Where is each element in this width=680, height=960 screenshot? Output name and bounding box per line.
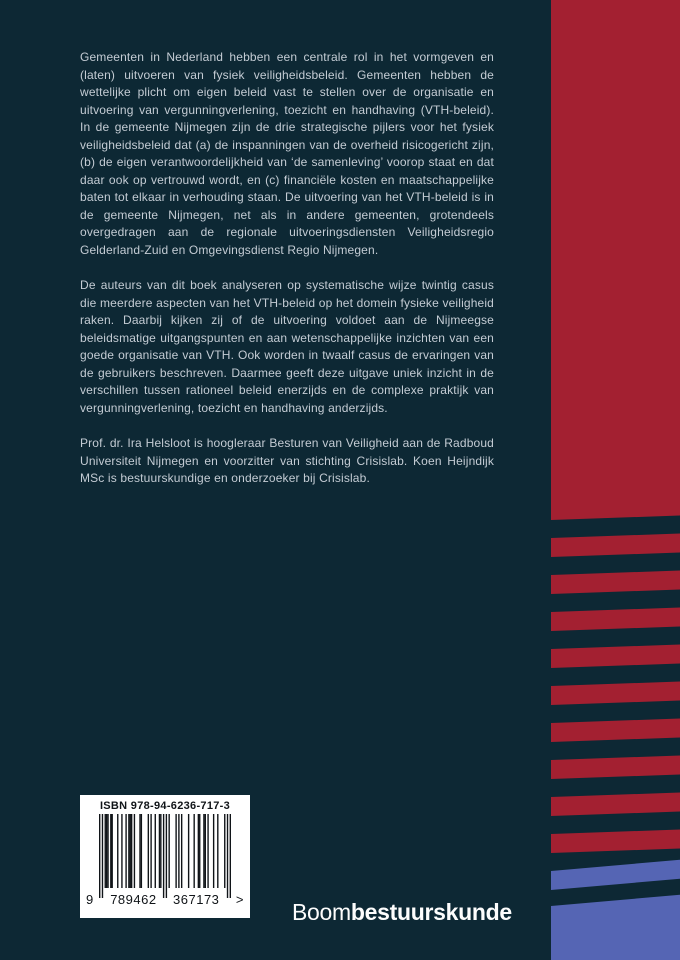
blue-stripes-layer	[551, 0, 680, 960]
barcode-trailing-mark: >	[235, 892, 244, 907]
isbn-label: ISBN 978-94-6236-717-3	[99, 800, 231, 812]
barcode	[80, 795, 250, 918]
stripe-decoration	[551, 0, 680, 960]
blurb-paragraph-2: De auteurs van dit boek analyseren op systematische wijze twintig casus die meerdere aspecten van het VTH-beleid op het domein fysieke veiligheid raken. Daarbij kijken zij of de uitvoering voldoet aan de Nijmeegse beleidsmatige uitgangspunten en aan wetenschappelijke inzichten van een goede organisatie van VTH. Ook worden in twaalf casus de ervaringen van de gebruikers beschreven. Daarmee geeft deze uitgave uniek inzicht in de verschillen tussen rationeel beleid enerzijds en de complexe praktijk van vergunningverlening, toezicht en handhaving anderzijds.	[80, 278, 494, 415]
barcode-digit-right-group: 367173	[173, 892, 220, 907]
barcode-bars	[99, 814, 231, 898]
publisher-logo	[292, 901, 512, 924]
barcode-digits	[86, 892, 244, 907]
back-cover-blurb	[80, 49, 494, 506]
publisher-name-regular: Boom	[292, 899, 351, 925]
publisher-name-bold: bestuurskunde	[350, 899, 512, 925]
author-bio: Prof. dr. Ira Helsloot is hoogleraar Besturen van Veiligheid aan de Radboud Universiteit Nijmegen en voorzitter van stichting Crisislab. Koen Heijndijk MSc is bestuurskundige en onderzoeker bij Crisislab.	[80, 436, 494, 485]
blurb-paragraph-1: Gemeenten in Nederland hebben een centrale rol in het vormgeven en (laten) uitvoeren van fysiek veiligheidsbeleid. Gemeenten hebben de wettelijke plicht om eigen beleid vast te stellen over de organisatie en uitvoering van vergunningverlening, toezicht en handhaving (VTH-beleid). In de gemeente Nijmegen zijn de drie strategische pijlers voor het fysiek veiligheidsbeleid dat (a) de inspanningen van de overheid risicogericht zijn, (b) de eigen verantwoordelijkheid van ‘de samenleving’ voorop staat en dat daar ook op vertrouwd wordt, en (c) financiële kosten en maatschappelijke baten tot elkaar in verhouding staan. De uitvoering van het VTH-beleid is in de gemeente Nijmegen, net als in andere gemeenten, grotendeels overgedragen aan de regionale uitvoeringsdiensten Veiligheidsregio Gelderland-Zuid en Omgevingsdienst Regio Nijmegen.	[80, 50, 494, 257]
barcode-digit-left-group: 789462	[110, 892, 157, 907]
barcode-digit-first: 9	[86, 892, 94, 907]
